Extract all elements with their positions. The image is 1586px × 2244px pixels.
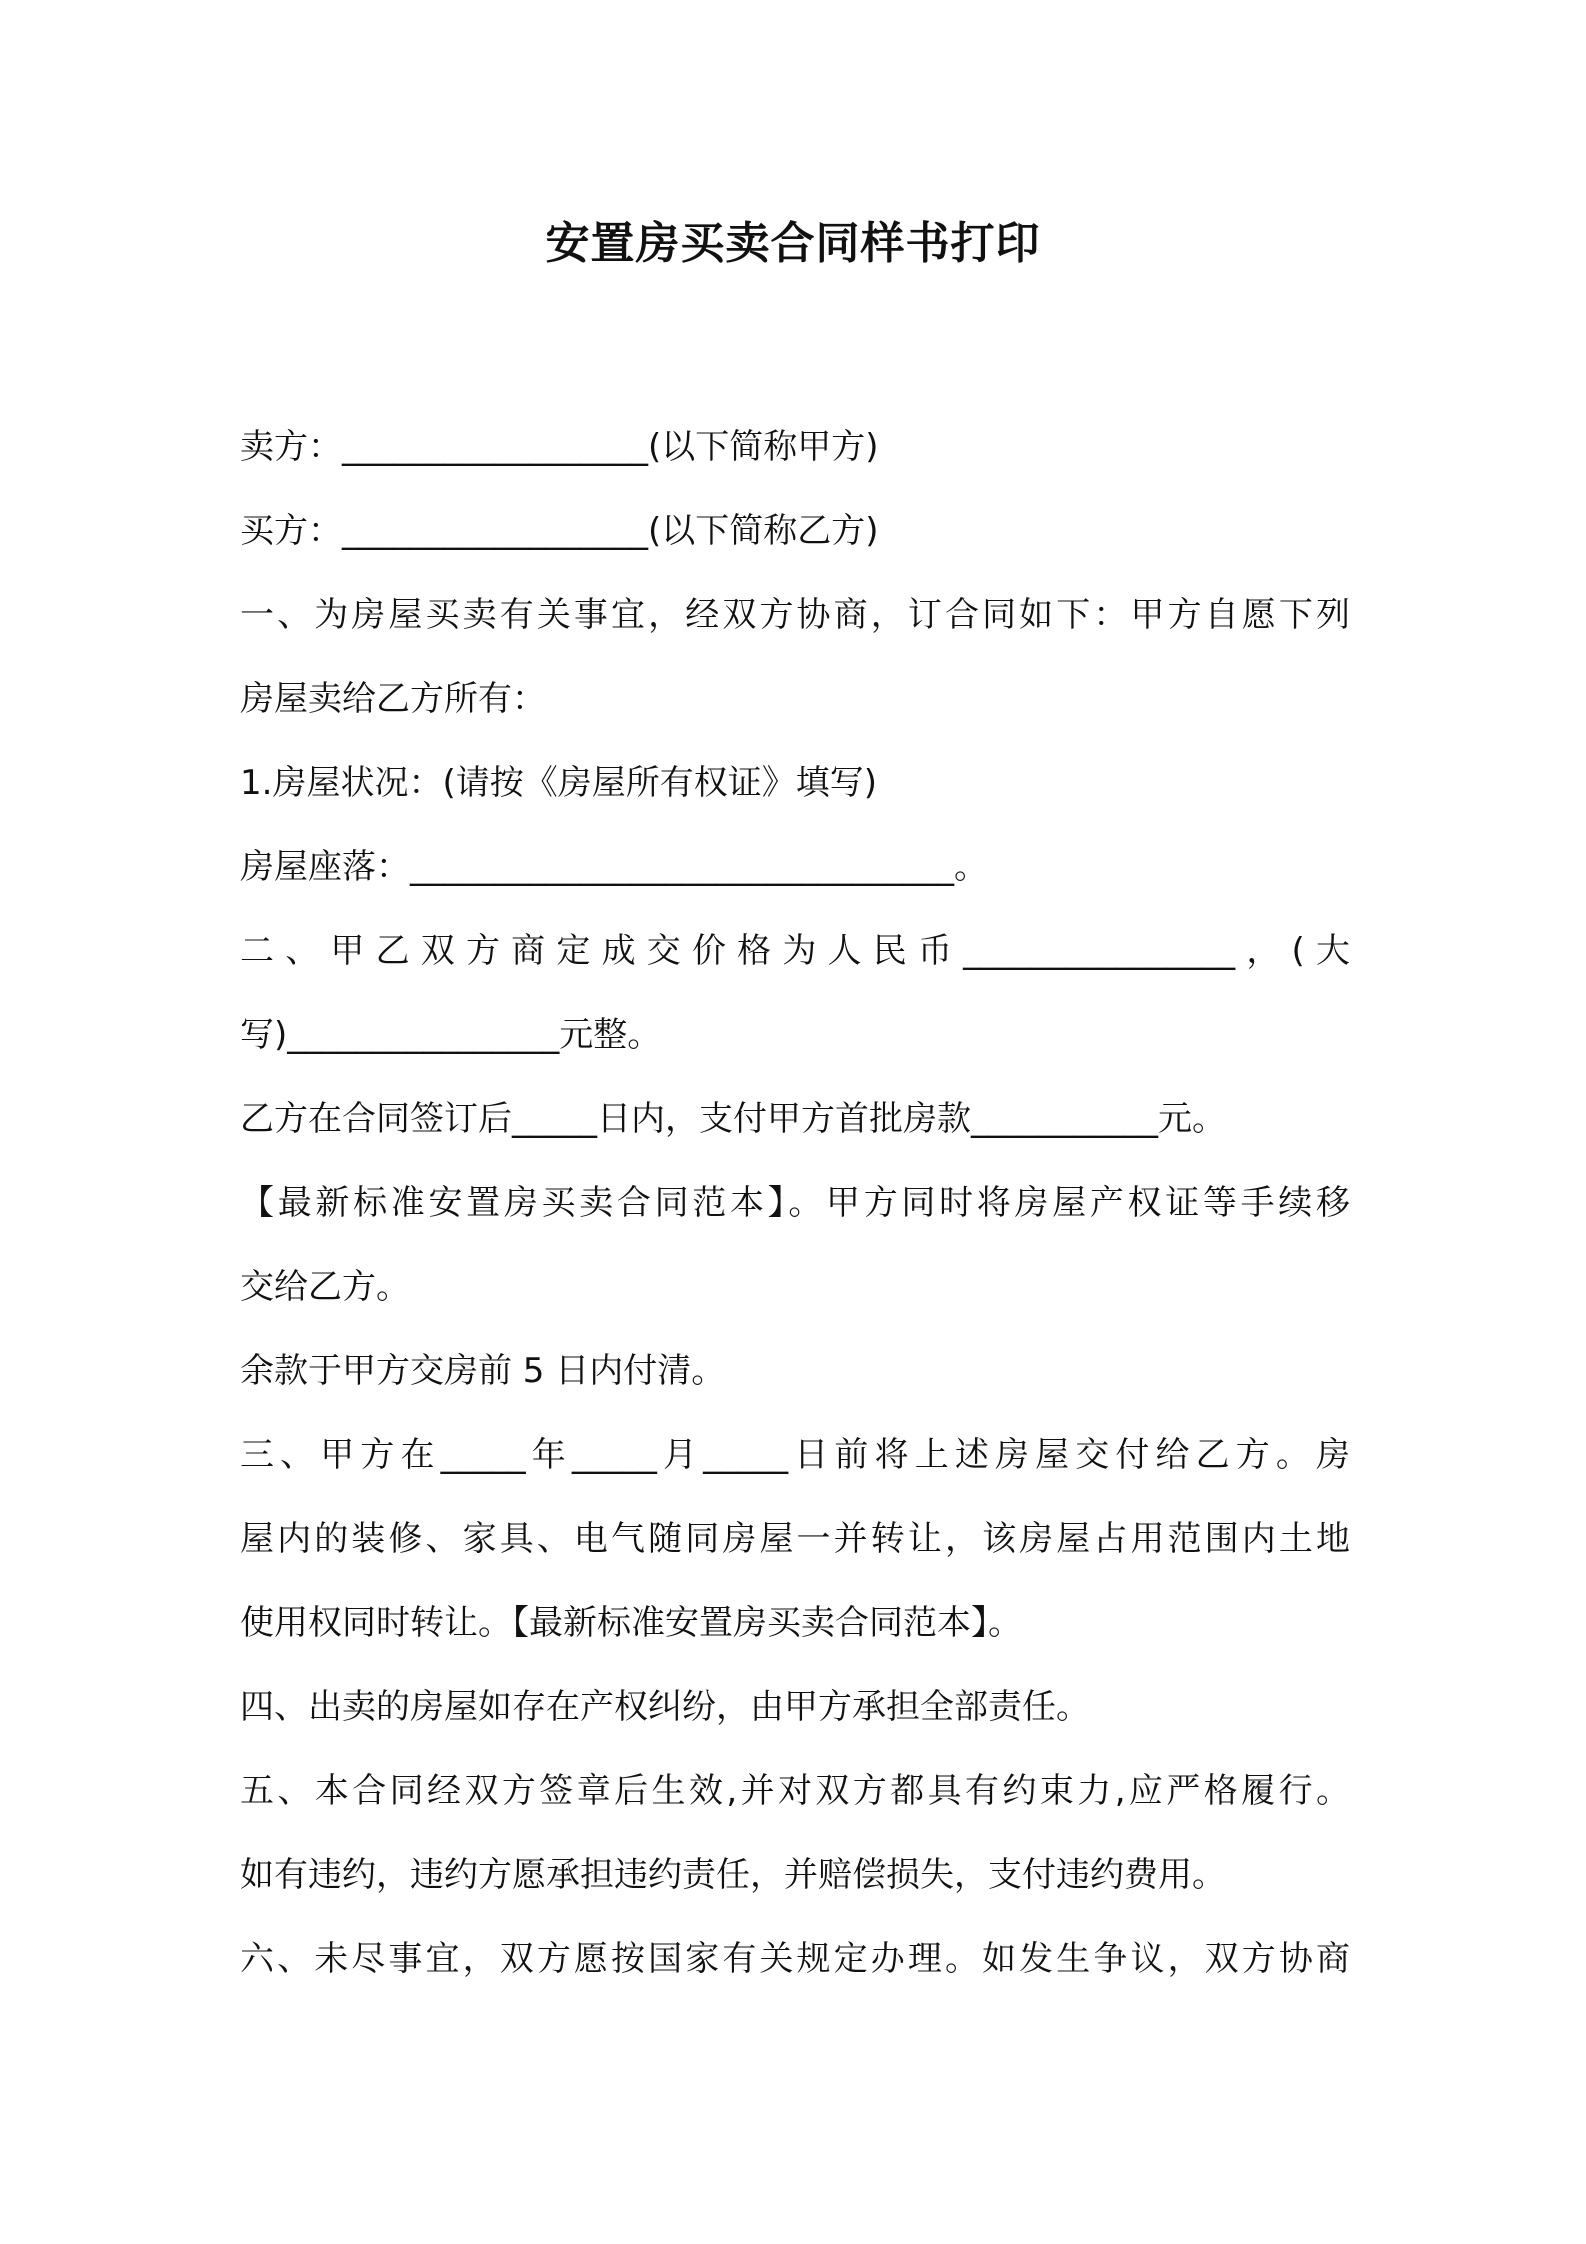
clause-2-line-1: 二、甲乙双方商定成交价格为人民币________________，(大: [240, 931, 1350, 971]
clause-4-line: 四、出卖的房屋如存在产权纠纷，由甲方承担全部责任。: [240, 1687, 1090, 1727]
clause-3-line-3: 使用权同时转让。【最新标准安置房买卖合同范本】。: [240, 1603, 1022, 1643]
house-status-line: 1.房屋状况：(请按《房屋所有权证》填写): [240, 763, 877, 803]
clause-3-line-1: 三、甲方在_____年_____月_____日前将上述房屋交付给乙方。房: [240, 1435, 1350, 1475]
clause-1-line-1: 一、为房屋买卖有关事宜，经双方协商，订合同如下：甲方自愿下列: [240, 595, 1350, 635]
clause-1-line-2: 房屋卖给乙方所有：: [240, 679, 546, 719]
clause-3-line-2: 屋内的装修、家具、电气随同房屋一并转让，该房屋占用范围内土地: [240, 1519, 1350, 1559]
transfer-line-1: 【最新标准安置房买卖合同范本】。甲方同时将房屋产权证等手续移: [240, 1183, 1350, 1223]
balance-line: 余款于甲方交房前 5 日内付清。: [240, 1351, 726, 1391]
first-payment-line: 乙方在合同签订后_____日内，支付甲方首批房款___________元。: [240, 1099, 1226, 1139]
clause-2-line-2: 写)________________元整。: [240, 1015, 662, 1055]
seller-line: 卖方：__________________(以下简称甲方): [240, 427, 879, 467]
clause-5-line-2: 如有违约，违约方愿承担违约责任，并赔偿损失，支付违约费用。: [240, 1855, 1226, 1895]
house-location-line: 房屋座落：________________________________。: [240, 847, 988, 887]
document-body: [240, 405, 1350, 2001]
buyer-line: 买方：__________________(以下简称乙方): [240, 511, 879, 551]
document-title: 安置房买卖合同样书打印: [545, 218, 1041, 269]
transfer-line-2: 交给乙方。: [240, 1267, 410, 1307]
clause-5-line-1: 五、本合同经双方签章后生效,并对双方都具有约束力,应严格履行。: [240, 1771, 1350, 1811]
clause-6-line-1: 六、未尽事宜，双方愿按国家有关规定办理。如发生争议，双方协商: [240, 1939, 1350, 1979]
